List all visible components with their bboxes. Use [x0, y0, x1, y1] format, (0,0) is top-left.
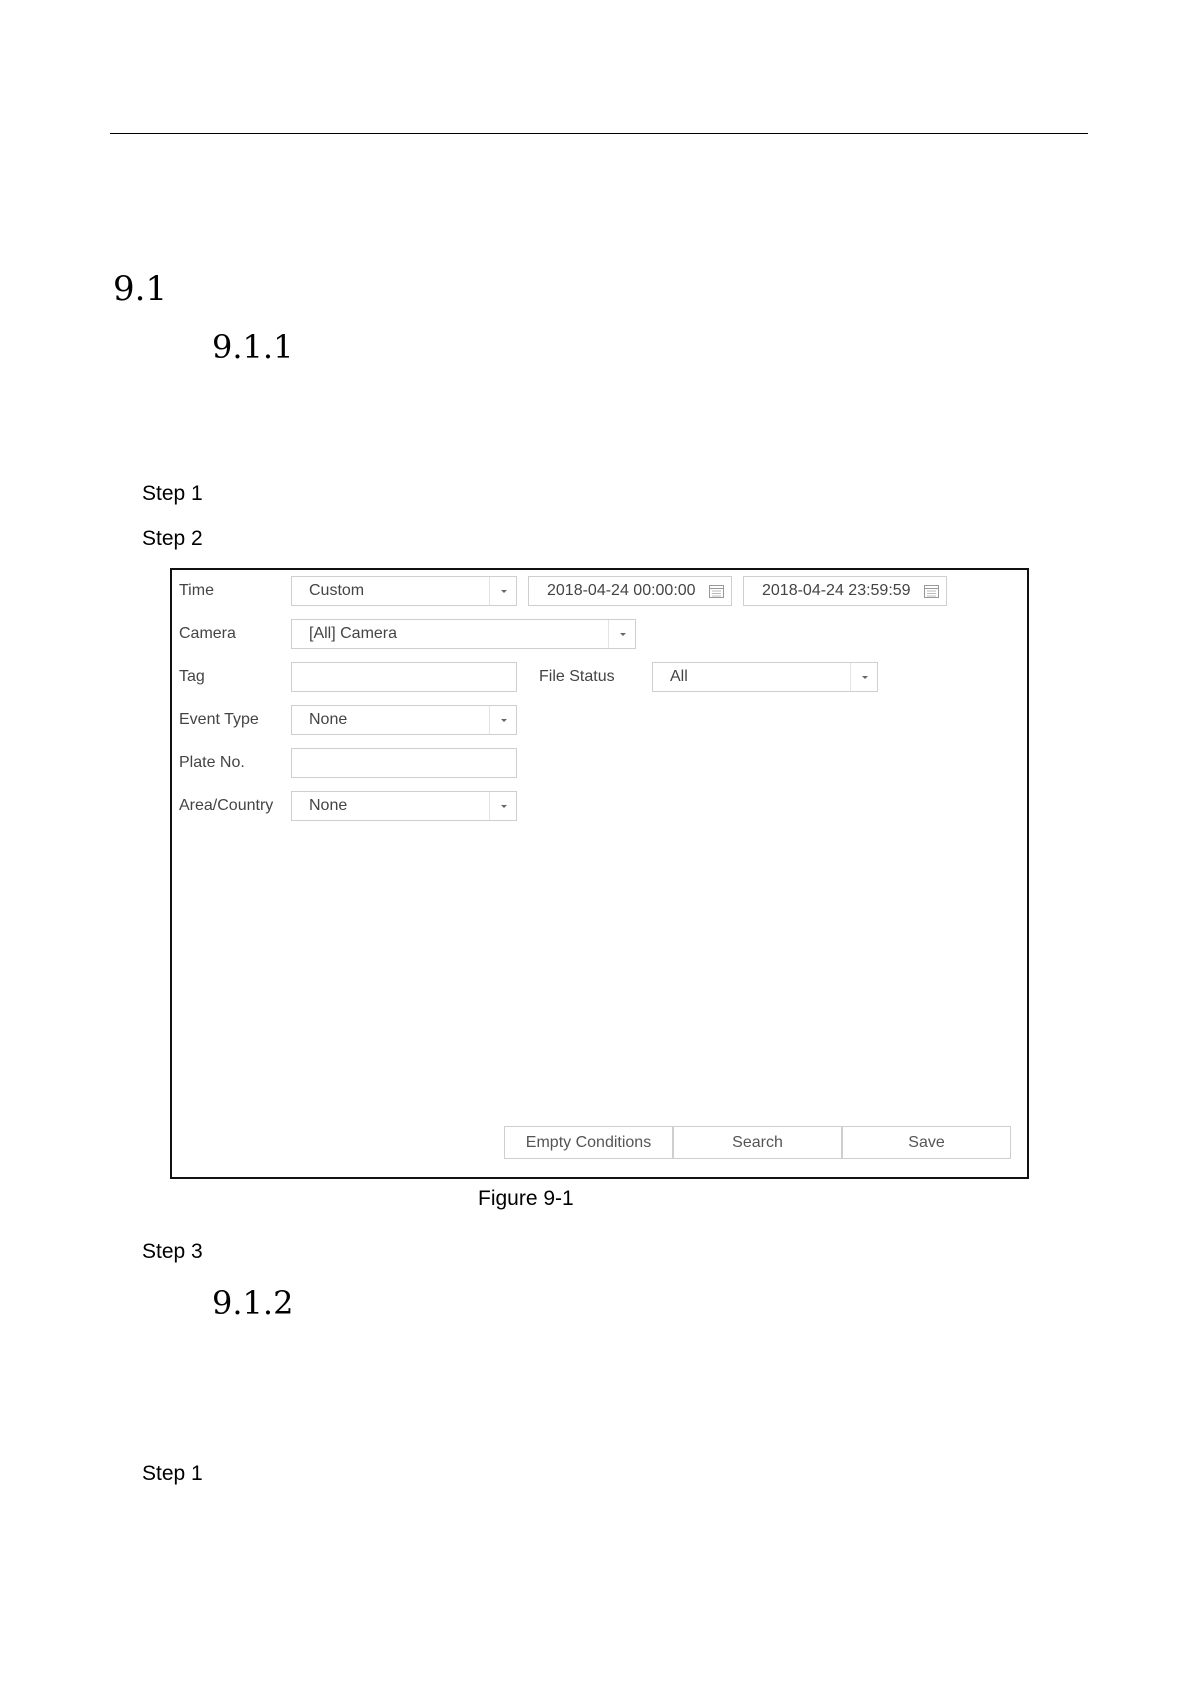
- area-country-label: Area/Country: [179, 797, 274, 814]
- tag-input[interactable]: [291, 662, 517, 692]
- figure-caption: Figure 9-1: [478, 1187, 574, 1210]
- file-status-select[interactable]: [652, 662, 878, 692]
- camera-select[interactable]: [291, 619, 636, 649]
- time-label: Time: [179, 582, 214, 599]
- plate-no-label: Plate No.: [179, 754, 245, 771]
- event-type-value: None: [309, 711, 348, 728]
- area-country-value: None: [309, 797, 348, 814]
- subsection-heading: 9.1.2: [212, 1284, 294, 1322]
- calendar-icon[interactable]: [924, 584, 939, 598]
- camera-select-value: [All] Camera: [309, 625, 398, 642]
- subsection-heading: 9.1.1: [212, 328, 294, 366]
- step-label: Step 3: [142, 1240, 203, 1263]
- chevron-down-icon: [489, 792, 516, 820]
- chevron-down-icon: [489, 577, 516, 605]
- empty-conditions-button[interactable]: Empty Conditions: [504, 1126, 673, 1159]
- chevron-down-icon: [608, 620, 635, 648]
- area-country-select[interactable]: [291, 791, 517, 821]
- time-select-value: Custom: [309, 582, 365, 599]
- search-conditions-panel: [170, 568, 1029, 1179]
- step-label: Step 1: [142, 1462, 203, 1485]
- event-type-label: Event Type: [179, 711, 259, 728]
- file-status-label: File Status: [539, 668, 615, 685]
- file-status-value: All: [670, 668, 688, 685]
- header-rule: [110, 133, 1088, 134]
- start-time-field[interactable]: [528, 576, 732, 606]
- chevron-down-icon: [489, 706, 516, 734]
- time-select[interactable]: [291, 576, 517, 606]
- save-button[interactable]: Save: [842, 1126, 1011, 1159]
- plate-no-input[interactable]: [291, 748, 517, 778]
- start-time-value: 2018-04-24 00:00:00: [547, 582, 696, 599]
- chevron-down-icon: [850, 663, 877, 691]
- search-button[interactable]: Search: [673, 1126, 842, 1159]
- section-heading: 9.1: [113, 269, 168, 309]
- end-time-field[interactable]: [743, 576, 947, 606]
- calendar-icon[interactable]: [709, 584, 724, 598]
- step-label: Step 2: [142, 527, 203, 550]
- tag-label: Tag: [179, 668, 205, 685]
- step-label: Step 1: [142, 482, 203, 505]
- camera-label: Camera: [179, 625, 236, 642]
- event-type-select[interactable]: [291, 705, 517, 735]
- end-time-value: 2018-04-24 23:59:59: [762, 582, 911, 599]
